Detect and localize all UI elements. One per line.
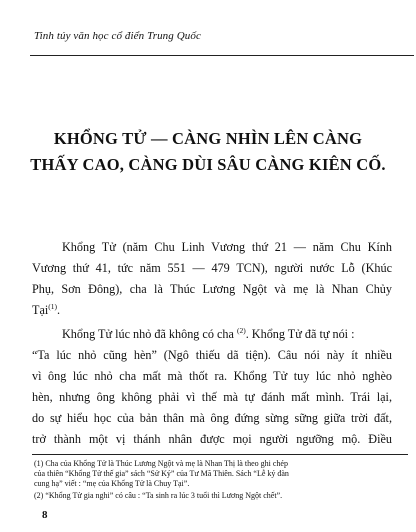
- page-number: 8: [42, 509, 48, 521]
- running-header: Tinh túy văn học cổ điển Trung Quốc: [34, 30, 201, 42]
- paragraph-1-period: .: [57, 303, 61, 317]
- paragraph-2-line-1-end: . Khổng Tử đã tự nói :: [245, 327, 355, 341]
- footnote-ref-1: (1): [48, 301, 57, 311]
- chapter-title-line-2: THẤY CAO, CÀNG DÙI SÂU CÀNG KIÊN CỐ.: [30, 155, 386, 174]
- paragraph-2-line-6: trở thành một vị thánh nhân được mọi người ngưỡng mộ. Điều: [32, 432, 392, 446]
- header-rule: [30, 55, 414, 56]
- footnote-1-line-3: cung hạ” viết : “mẹ của Khổng Tử là Chuy Tại”.: [34, 479, 190, 488]
- footnote-1-line-2: của thiên “Khổng Tử thế gia” sách “Sử Ký” của Tư Mã Thiên. Sách “Lễ ký đàn: [34, 469, 289, 478]
- paragraph-1-line-4: [32, 301, 61, 317]
- paragraph-1-line-3: Phụ, Sơn Đông), cha là Thúc Lương Ngột và mẹ là Nhan Chủy: [32, 282, 392, 296]
- paragraph-2-line-1-start: Khổng Tử lúc nhỏ đã không có cha: [62, 327, 234, 341]
- paragraph-1-line-2: Vương thứ 41, tức năm 551 — 479 TCN), người nước Lỗ (Khúc: [32, 261, 392, 275]
- paragraph-2-line-3: vì ông lúc nhỏ cha mất mà thốt ra. Khổng Tử tuy lúc nhỏ nghèo: [32, 369, 392, 383]
- paragraph-1-last-word: Tại: [32, 303, 49, 317]
- footnote-ref-2: (2): [236, 325, 246, 335]
- paragraph-2-line-4: hèn, nhưng ông không phải vì thế mà tự đánh mất mình. Trái lại,: [32, 390, 392, 404]
- footnote-rule: [32, 454, 408, 455]
- chapter-title-line-1: KHỔNG TỬ — CÀNG NHÌN LÊN CÀNG: [53, 129, 363, 148]
- footnote-2: (2) “Khổng Tử gia nghi” có câu : “Ta sinh ra lúc 3 tuổi thì Lương Ngột chết”.: [34, 491, 283, 500]
- paragraph-2-line-2: “Ta lúc nhỏ cũng hèn” (Ngô thiếu dã tiện). Câu nói này ít nhiều: [32, 348, 392, 362]
- paragraph-1-line-1: Khổng Tử (năm Chu Linh Vương thứ 21 — năm Chu Kính: [62, 240, 392, 254]
- paragraph-2-line-5: do sự hiểu học của bản thân mà ông đứng sừng sững giữa trời đất,: [32, 411, 392, 425]
- footnote-1-line-1: (1) Cha của Khổng Tử là Thúc Lương Ngột và mẹ là Nhan Thị là theo ghi chép: [34, 459, 288, 468]
- paragraph-2-line-1: [62, 325, 355, 341]
